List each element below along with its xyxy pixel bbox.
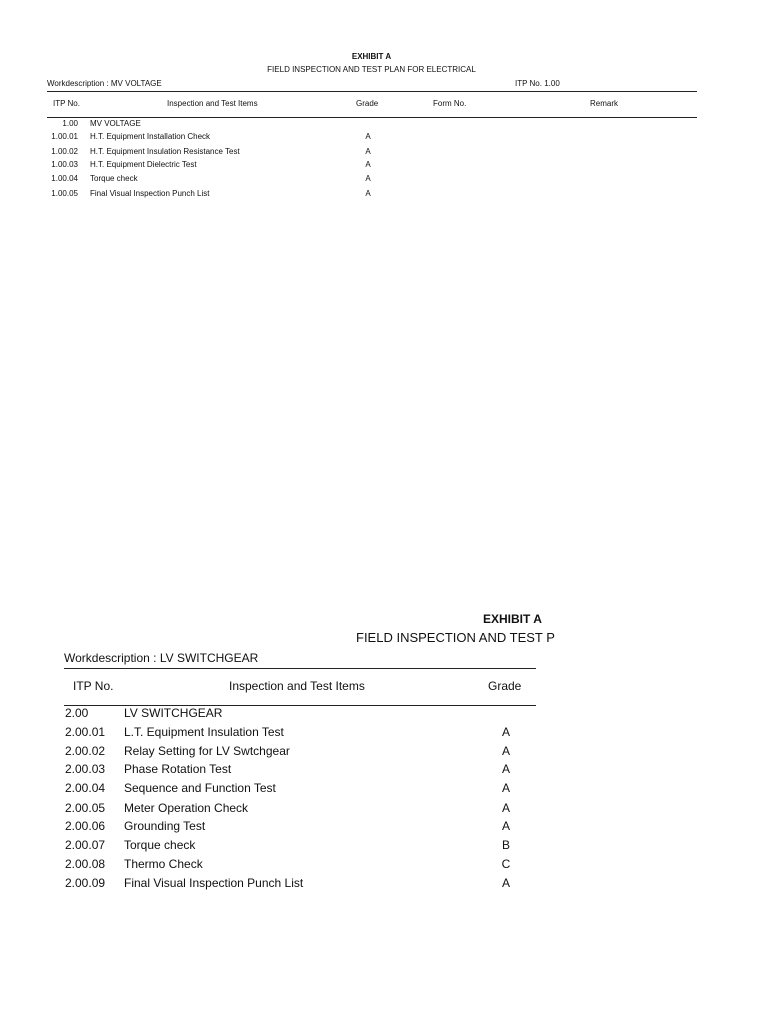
plan-title: FIELD INSPECTION AND TEST P [356,630,555,645]
itp-no-cell: 1.00.04 [51,174,78,183]
itp-no-cell: 2.00 [65,706,89,720]
grade-cell: A [501,725,510,739]
grade-cell: A [365,132,371,141]
itp-no-cell: 1.00.03 [51,160,78,169]
header-grade: Grade [488,679,522,693]
item-cell: Phase Rotation Test [124,762,232,776]
exhibit-title: EXHIBIT A [483,612,542,626]
work-description [47,79,162,88]
grade-cell: A [501,801,510,815]
table-row [0,838,536,857]
header-top-rule [64,668,536,669]
header-itp-no: ITP No. [53,99,80,108]
item-cell: Torque check [124,838,196,852]
item-cell: Final Visual Inspection Punch List [124,876,304,890]
item-cell: H.T. Equipment Insulation Resistance Test [90,147,240,156]
table-row [0,132,768,146]
exhibit-title: EXHIBIT A [351,52,392,61]
itp-no-cell: 2.00.09 [65,876,106,890]
table-row [0,160,768,174]
grade-cell: A [501,819,510,833]
itp-no-cell: 2.00.08 [65,857,106,871]
item-cell: Meter Operation Check [124,801,249,815]
table-row [0,189,768,203]
table-row [0,781,536,800]
grade-cell: A [365,189,371,198]
grade-cell: A [501,744,510,758]
table-row [0,706,536,725]
item-cell: Torque check [90,174,138,183]
item-cell: Final Visual Inspection Punch List [90,189,210,198]
itp-no-cell: 2.00.07 [65,838,106,852]
grade-cell: A [365,147,371,156]
table-row [0,147,768,161]
itp-no-cell: 2.00.05 [65,801,106,815]
itp-number: ITP No. 1.00 [515,79,560,88]
header-itp-no: ITP No. [73,679,114,693]
itp-no-cell: 1.00.05 [51,189,78,198]
header-inspection-items: Inspection and Test Items [167,99,258,108]
grade-cell: A [501,781,510,795]
itp-no-cell: 2.00.01 [65,725,106,739]
itp-no-cell: 2.00.02 [65,744,106,758]
grade-cell: A [501,762,510,776]
header-inspection-items: Inspection and Test Items [229,679,365,693]
table-row [0,876,536,895]
work-description-label: Workdescription : [64,651,157,665]
work-description-value: MV VOLTAGE [110,79,162,88]
header-grade: Grade [356,99,379,108]
header-bottom-rule [47,117,697,118]
work-description-value: LV SWITCHGEAR [159,651,259,665]
header-remark: Remark [590,99,619,108]
table-row [0,174,768,188]
item-cell: MV VOLTAGE [90,119,141,128]
work-description-label: Workdescription : [47,79,109,88]
item-cell: L.T. Equipment Insulation Test [124,725,284,739]
table-row [0,725,536,744]
item-cell: Relay Setting for LV Swtchgear [124,744,290,758]
item-cell: H.T. Equipment Installation Check [90,132,211,141]
item-cell: H.T. Equipment Dielectric Test [90,160,197,169]
grade-cell: A [501,876,510,890]
table-row [0,762,536,781]
item-cell: Sequence and Function Test [124,781,276,795]
grade-cell: A [365,160,371,169]
itp-no-cell: 1.00.02 [51,147,78,156]
itp-no-cell: 1.00 [62,119,78,128]
plan-title: FIELD INSPECTION AND TEST PLAN FOR ELECTRICAL [267,65,476,74]
table-row [0,819,536,838]
table-row [0,857,536,876]
itp-no-cell: 2.00.06 [65,819,106,833]
itp-sheet-lv-switchgear [0,600,555,900]
table-row [0,119,768,133]
grade-cell: A [365,174,371,183]
item-cell: LV SWITCHGEAR [124,706,223,720]
itp-no-cell: 2.00.03 [65,762,106,776]
header-form-no: Form No. [433,99,467,108]
work-description [64,651,258,665]
item-cell: Thermo Check [124,857,203,871]
item-cell: Grounding Test [124,819,206,833]
itp-sheet-mv-voltage [0,0,768,210]
header-top-rule [47,91,697,92]
grade-cell: B [501,838,510,852]
table-row [0,744,536,763]
itp-no-cell: 2.00.04 [65,781,106,795]
table-row [0,801,536,820]
grade-cell: C [501,857,511,871]
itp-no-cell: 1.00.01 [51,132,78,141]
